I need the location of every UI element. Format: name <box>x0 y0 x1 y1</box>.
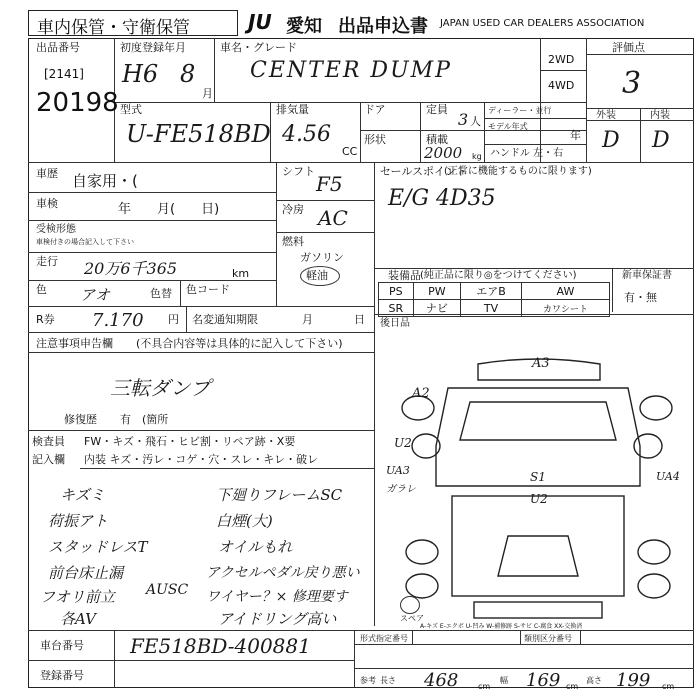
equip-navi: ナビ <box>413 300 461 317</box>
notes-instruction: (不具合内容等は具体的に記入して下さい) <box>136 337 343 350</box>
type-value: U-FE518BD <box>126 120 271 148</box>
reg-label: 登録番号 <box>40 669 84 682</box>
equip-airbag: エアB <box>461 283 522 300</box>
kg-unit: kg <box>472 152 482 161</box>
door-label: ドア <box>364 103 386 116</box>
equip-tv: TV <box>461 300 522 317</box>
notes-label: 注意事項申告欄 <box>36 337 113 350</box>
inspector-label: 検査員 <box>32 435 65 448</box>
width-label: 幅 <box>500 676 508 685</box>
diagram-legend: A-キズ E-エクボ U-凹み W-補修跡 S-サビ C-腐食 XX-交換済 <box>420 623 583 630</box>
lot-number: 20198 <box>36 88 119 118</box>
sales-label: セールスポイント <box>380 165 468 178</box>
displacement-value: 4.56 <box>282 122 331 147</box>
spare-label: スペア <box>400 614 424 623</box>
equip-leather-seat: カワシート <box>521 300 609 317</box>
interior-value: D <box>652 128 670 153</box>
transfer-label: 受検形態 <box>36 224 76 235</box>
remark-8: アクセルペダル戻り悪い <box>206 565 360 581</box>
yen-unit: 円 <box>168 313 179 326</box>
remark-10: AUSC <box>146 582 189 598</box>
handle-label: ハンドル 左・右 <box>490 148 564 159</box>
remark-3: 荷振アト <box>48 512 109 530</box>
color-value: アオ <box>80 286 110 304</box>
assoc-name: JAPAN USED CAR DEALERS ASSOCIATION <box>440 18 645 29</box>
color-label: 色 <box>36 283 47 296</box>
ac-label: 冷房 <box>282 203 304 216</box>
inspection-value: 年 月( 日) <box>118 202 220 217</box>
equip-label: 装備品 <box>388 269 421 282</box>
remark-5: スタッドレスT <box>48 538 148 556</box>
first-reg-label: 初度登録年月 <box>120 41 186 54</box>
inspection-label: 車検 <box>36 197 58 210</box>
length-label: 長さ <box>380 676 396 685</box>
fuel-diesel: 軽油 <box>306 269 328 282</box>
length-unit: cm <box>478 682 491 691</box>
exterior-value: D <box>602 128 620 153</box>
logo-mark: JU <box>248 10 272 34</box>
color-change-label: 色替 <box>150 287 172 300</box>
exterior-label: 外装 <box>596 110 616 121</box>
rear-bumper <box>474 602 602 618</box>
diagram-a3: A3 <box>532 356 550 371</box>
fuel-gasoline: ガソリン <box>300 251 344 264</box>
bed-outline <box>452 496 624 596</box>
remark-6: オイルもれ <box>218 538 293 556</box>
color-code-label: 色コード <box>186 283 230 296</box>
remark-13: アイドリング高い <box>218 610 337 628</box>
fuel-diesel-circle <box>300 266 340 286</box>
spare-circle <box>400 596 420 614</box>
fuel-label: 燃料 <box>282 235 304 248</box>
height-label: 高さ <box>586 676 602 685</box>
wheel-mr <box>634 434 662 458</box>
displacement-label: 排気量 <box>276 103 309 116</box>
inspector-row2: 内装 キズ・汚レ・コゲ・穴・スレ・キレ・破レ <box>84 453 319 466</box>
recycle-value: 7.170 <box>92 310 144 331</box>
windshield <box>460 402 616 440</box>
remark-1: キズミ <box>60 486 105 504</box>
rear-label: 後日品 <box>380 318 410 329</box>
chassis-label: 車台番号 <box>40 639 84 652</box>
equip-note: (純正品に限り◎をつけてください) <box>420 270 577 281</box>
repair-value: 有 (箇所 <box>120 413 169 426</box>
ac-value: AC <box>318 206 348 230</box>
remark-11: ワイヤー？× 修理要す <box>206 589 348 605</box>
equip-aw: AW <box>521 283 609 300</box>
height-value: 199 <box>616 670 651 691</box>
rating-value: 3 <box>622 66 642 101</box>
drive-2wd: 2WD <box>548 53 575 66</box>
person-unit: 人 <box>470 115 481 128</box>
year-unit: 年 <box>570 129 581 142</box>
storage-box <box>28 10 238 36</box>
chassis-value: FE518BD-400881 <box>130 634 311 658</box>
recycle-month: 月 <box>302 313 313 326</box>
diagram-s1: S1 <box>530 470 546 484</box>
remark-12: 各AV <box>60 610 96 628</box>
wheel-rl2 <box>406 574 438 598</box>
diagram-ua4: UA4 <box>656 470 680 483</box>
inspector-row1: FW・キズ・飛石・ヒビ割・リペア跡・X要 <box>84 435 296 448</box>
diagram-a2: A2 <box>412 386 430 401</box>
warranty-value: 有・無 <box>624 291 657 304</box>
class-label: 類別区分番号 <box>524 634 572 643</box>
wheel-rl1 <box>406 540 438 564</box>
equip-table <box>378 282 610 317</box>
notes-value: 三転ダンプ <box>110 376 211 400</box>
type-label: 型式 <box>120 103 142 116</box>
name-change-label: 名変通知期限 <box>192 313 258 326</box>
diagram-gala: ガラレ <box>386 484 416 495</box>
lot-small: [2141] <box>44 67 84 81</box>
remark-7: 前台床止漏 <box>48 564 124 582</box>
capacity-value: 3 <box>458 110 469 129</box>
equip-ps: PS <box>379 283 414 300</box>
entry-label: 記入欄 <box>32 453 65 466</box>
diagram-u2-center: U2 <box>530 492 548 506</box>
width-unit: cm <box>566 682 579 691</box>
remark-9: フオリ前立 <box>40 588 115 606</box>
shape-label: 形状 <box>364 133 386 146</box>
model-label: 車名・グレード <box>220 41 297 54</box>
interior-label: 内装 <box>650 110 670 121</box>
sales-note: (正常に機能するものに限ります) <box>444 166 592 177</box>
first-reg-month: 8 <box>180 60 196 88</box>
mileage-label: 走行 <box>36 255 58 268</box>
storage-label: 車内保管・守衛保管 <box>37 18 190 38</box>
wheel-rr2 <box>638 574 670 598</box>
history-label: 車歴 <box>36 167 58 180</box>
new-warranty-label: 新車保証書 <box>622 270 672 281</box>
km-unit: km <box>232 267 250 280</box>
model-year-label: モデル年式 <box>488 122 528 131</box>
drive-4wd: 4WD <box>548 79 575 92</box>
load-value: 2000 <box>424 144 463 162</box>
cc-unit: CC <box>342 145 358 158</box>
month-unit: 月 <box>202 87 213 100</box>
remark-4: 白煙(大) <box>216 512 273 530</box>
rating-label: 評価点 <box>612 41 645 54</box>
recycle-day: 日 <box>354 313 365 326</box>
height-unit: cm <box>662 682 675 691</box>
lot-label: 出品番号 <box>36 41 80 54</box>
load-label: 積載 <box>426 133 448 146</box>
transfer-sub: 車検付きの場合記入して下さい <box>36 238 134 246</box>
wheel-rr1 <box>638 540 670 564</box>
tailgate <box>498 536 578 576</box>
remark-2: 下廻りフレームSC <box>216 486 343 504</box>
shift-value: F5 <box>316 172 343 196</box>
shift-label: シフト <box>282 165 315 178</box>
repair-label: 修復歴 <box>64 413 97 426</box>
mileage-value: 20万6千365 <box>84 259 178 278</box>
first-reg-year: H6 <box>122 60 159 88</box>
ref-label: 参考 <box>360 676 376 685</box>
history-value: 自家用・( <box>72 172 138 190</box>
sales-value: E/G 4D35 <box>388 186 496 211</box>
capacity-label: 定員 <box>426 103 448 116</box>
form-label: 形式指定番号 <box>360 634 408 643</box>
wheel-fr <box>640 396 672 420</box>
length-value: 468 <box>424 670 459 691</box>
org-name: 愛知 <box>286 16 322 37</box>
doc-title: 出品申込書 <box>338 16 428 37</box>
diagram-ua3: UA3 <box>386 464 410 477</box>
equip-pw: PW <box>413 283 461 300</box>
model-value: CENTER DUMP <box>250 58 452 83</box>
dealer-label: ディーラー・並行 <box>488 106 552 115</box>
equip-sr: SR <box>379 300 414 317</box>
diagram-u2-left: U2 <box>394 436 412 450</box>
recycle-label: R券 <box>36 313 55 326</box>
width-value: 169 <box>526 670 561 691</box>
